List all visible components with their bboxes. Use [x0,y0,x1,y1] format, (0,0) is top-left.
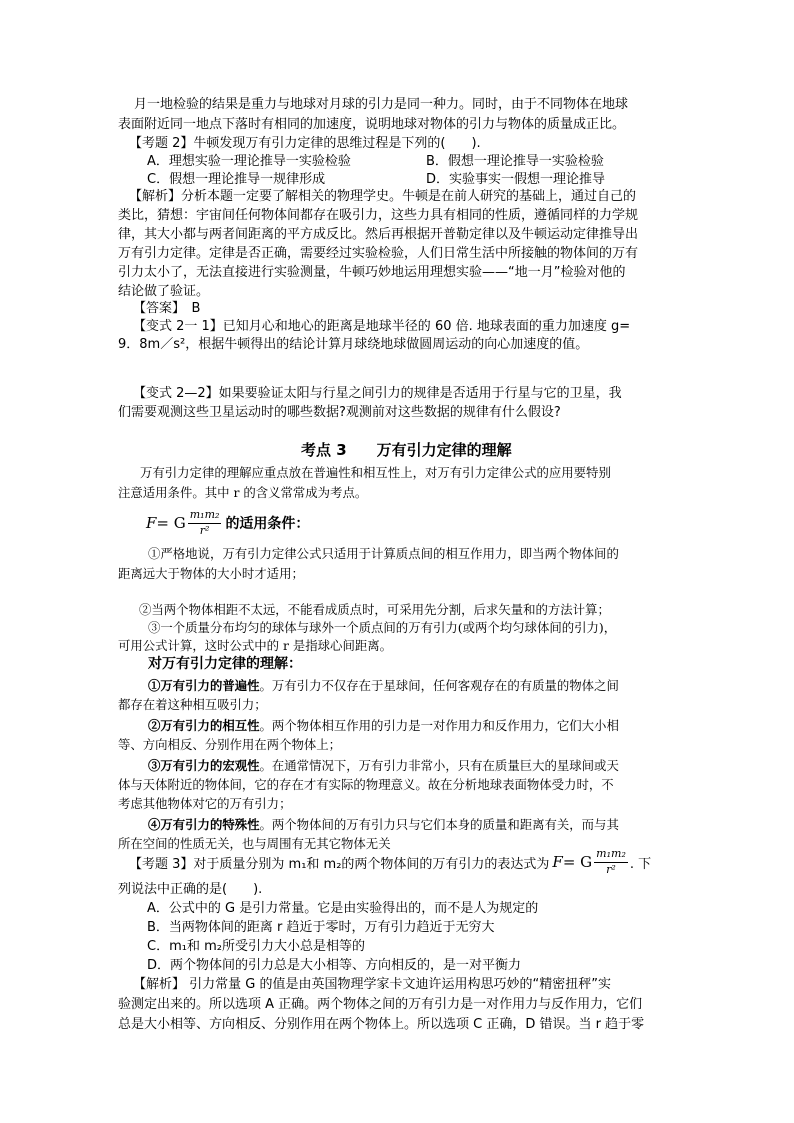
q2-option-a: A．理想实验一理论推导一实验检验 [147,154,351,169]
understanding-4-heading: ④万有引力的特殊性 [148,817,260,832]
q2-option-d: D．实验事实一假想一理论推导 [426,172,606,187]
formula-numerator: m₁m₂ [188,509,222,523]
q2-analysis-line-3: 律，其大小都与两者间距离的平方成反比。然后再根据开普勒定律以及牛顿运动定律推导出 [118,227,639,242]
q2-option-c: C．假想一理论推导一规律形成 [147,172,326,187]
formula-denominator: r² [199,523,210,537]
understanding-1-line-2: 都存在着这种相互吸引力； [118,697,267,712]
q2-analysis-line-5: 引力太小了，无法直接进行实验测量，牛顿巧妙地运用理想实验——“地一月”检验对他的 [118,265,626,280]
q2-stem: 【考题 2】牛顿发现万有引力定律的思维过程是下列的( ). [129,136,481,151]
q2-analysis-line-2: 类比，猜想：宇宙间任何物体间都存在吸引力，这些力具有相同的性质，遵循同样的力学规 [118,208,639,223]
q3-formula-denominator: r² [606,862,616,876]
understanding-3-line-2: 体与天体附近的物体间，它的存在才有实际的物理意义。故在分析地球表面物体受力时，不 [118,777,614,792]
understanding-1-text: 。万有引力不仅存在于星球间，任何客观存在的有质量的物体之间 [259,678,619,693]
q3-analysis-line-2: 验测定出来的。所以选项 A 正确。两个物体之间的万有引力是一对作用力与反作用力，它们 [118,997,643,1012]
understanding-3-text: 。在通常情况下，万有引力非常小，只有在质量巨大的星球间或天 [259,758,619,773]
understanding-2-heading: ②万有引力的相互性 [148,718,260,733]
q2-variant-2-line-1: 【变式 2—2】如果要验证太阳与行星之间引力的规律是否适用于行星与它的卫星，我 [133,386,622,401]
q3-formula-equals-g: = G [562,853,593,871]
formula-f: F [146,514,157,532]
understanding-2-line-2: 等、方向相反、分别作用在两个物体上； [118,737,342,752]
condition-2: ②当两个物体相距不太远，不能看成质点时，可采用先分割，后求矢量和的方法计算； [139,602,610,617]
q3-stem-text: 【考题 3】对于质量分别为 m₁和 m₂的两个物体间的万有引力的表达式为 [129,856,550,872]
q2-analysis-line-1: 【解析】分析本题一定要了解相关的物理学史。牛顿是在前人研究的基础上，通过自己的 [129,189,637,204]
condition-3-line-2: 可用公式计算，这时公式中的 r 是指球心间距离。 [118,638,393,653]
gravitation-formula [146,505,309,541]
q3-option-b: B．当两物体间的距离 r 趋近于零时，万有引力趋近于无穷大 [147,920,495,935]
understanding-2-line-1 [148,720,619,732]
intro-line-1: 月一地检验的结果是重力与地球对月球的引力是同一种力。同时，由于不同物体在地球 [134,97,629,112]
condition-1-line-1: ①严格地说，万有引力定律公式只适用于计算质点间的相互作用力，即当两个物体间的 [148,546,619,561]
q3-stem-tail: . 下 [629,856,652,872]
q3-option-d: D．两个物体间的引力总是大小相等、方向相反的，是一对平衡力 [147,958,522,973]
understanding-4-line-1 [148,819,619,831]
q2-answer: 【答案】 B [133,301,201,316]
q2-option-b: B．假想一理论推导一实验检验 [426,154,604,169]
q3-formula-fraction [594,848,628,875]
condition-1-line-2: 距离远大于物体的大小时才适用； [118,566,304,581]
understanding-1-line-1 [148,680,619,692]
understanding-1-heading: ①万有引力的普遍性 [148,678,260,693]
q2-analysis-line-4: 万有引力定律。定律是否正确，需要经过实验检验，人们日常生活中所接触的物体间的万有 [118,246,639,261]
section-3-intro-line-1: 万有引力定律的理解应重点放在普遍性和相互性上，对万有引力定律公式的应用要特别 [140,465,611,480]
understanding-3-line-1 [148,760,619,772]
understanding-2-text: 。两个物体相互作用的引力是一对作用力和反作用力，它们大小相 [259,718,619,733]
formula-fraction [188,509,222,536]
q3-formula-numerator: m₁m₂ [594,848,628,862]
q2-variant-1-line-1: 【变式 2一 1】已知月心和地心的距离是地球半径的 60 倍. 地球表面的重力加速度 g= [133,319,631,334]
q3-analysis-line-3: 总是大小相等、方向相反、分别作用在两个物体上。所以选项 C 正确，D 错误。当 r 趋于零 [118,1017,645,1032]
section-3-title: 考点 3 万有引力定律的理解 [301,441,512,459]
q3-formula-f: F [552,853,563,871]
q3-option-c: C．m₁和 m₂所受引力大小总是相等的 [147,939,365,954]
q3-stem-line-1 [129,842,651,882]
formula-equals-g: = G [156,514,186,532]
understanding-3-heading: ③万有引力的宏观性 [148,758,260,773]
q3-option-a: A．公式中的 G 是引力常量。它是由实验得出的，而不是人为规定的 [147,901,539,916]
section-3-intro-line-2: 注意适用条件。其中 r 的含义常常成为考点。 [118,485,368,500]
q3-stem-line-2: 列说法中正确的是( ). [118,882,263,897]
condition-3-line-1: ③一个质量分布均匀的球体与球外一个质点间的万有引力(或两个均匀球体间的引力)， [148,620,617,635]
q3-analysis-line-1: 【解析】 引力常量 G 的值是由英国物理学家卡文迪许运用构思巧妙的“精密扭秤”实 [133,977,611,992]
q2-variant-1-line-2: 9．8m／s²，根据牛顿得出的结论计算月球绕地球做圆周运动的向心加速度的值。 [118,337,589,352]
understanding-4-text: 。两个物体间的万有引力只与它们本身的质量和距离有关，而与其 [259,817,619,832]
intro-line-2: 表面附近同一地点下落时有相同的加速度，说明地球对物体的引力与物体的质量成正比。 [118,117,626,132]
understanding-title: 对万有引力定律的理解： [148,656,302,672]
formula-condition-label: 的适用条件： [225,516,310,532]
q2-analysis-line-6: 结论做了验证。 [118,284,210,299]
understanding-4-line-2: 所在空间的性质无关，也与周围有无其它物体无关 [118,836,391,851]
understanding-3-line-3: 考虑其他物体对它的万有引力； [118,796,292,811]
q2-variant-2-line-2: 们需要观测这些卫星运动时的哪些数据?观测前对这些数据的规律有什么假设? [118,405,561,420]
